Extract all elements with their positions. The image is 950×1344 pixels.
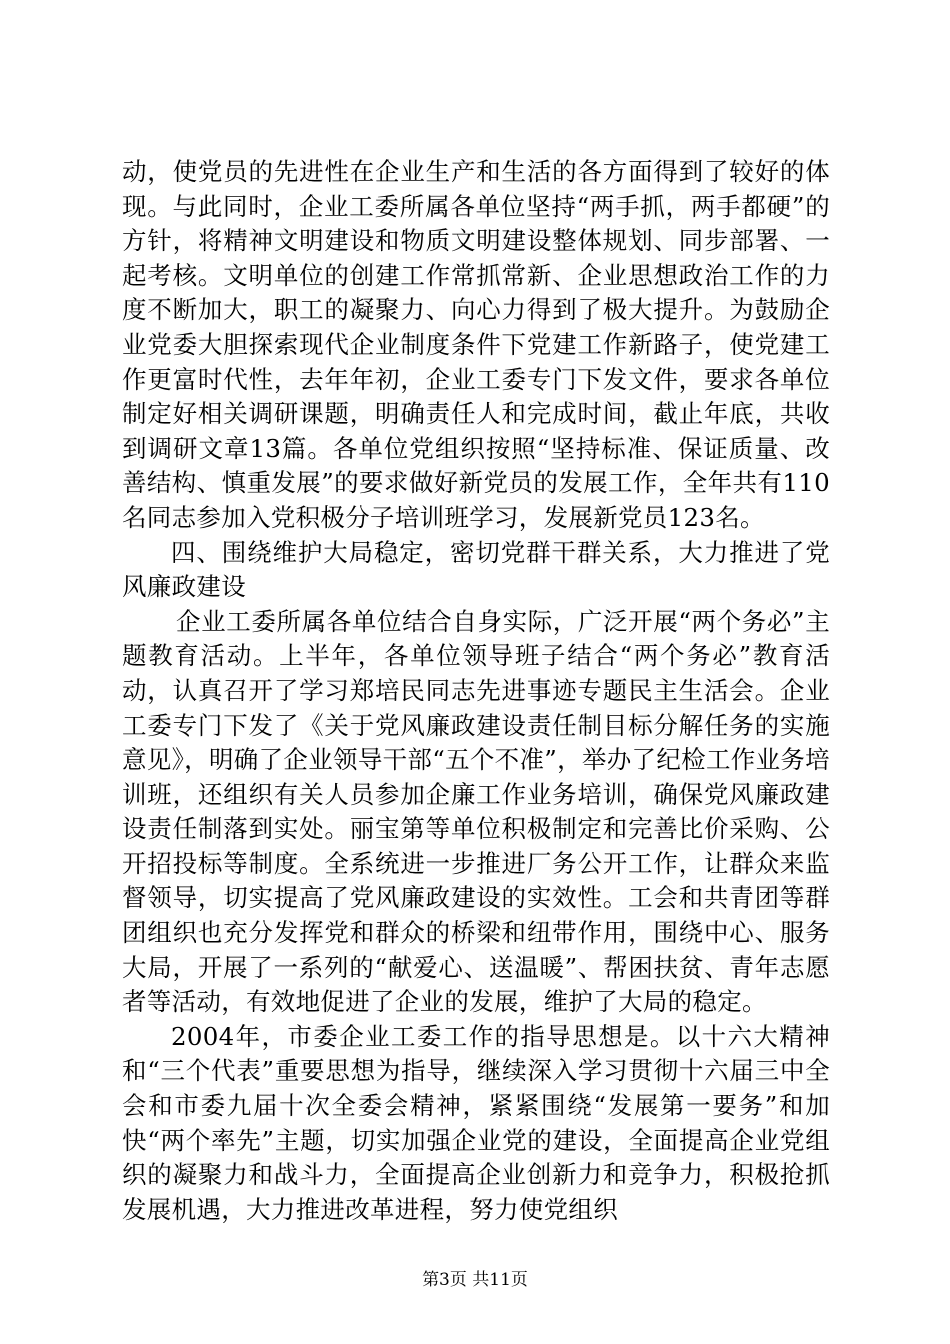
page-footer: 第3页 共11页 (422, 1270, 528, 1290)
paragraph-2004-guidance: 2004年，市委企业工委工作的指导思想是。以十六大精神和“三个代表”重要思想为指导，继续深入学习贯彻十六届三中全会和市委九届十次全委会精神，紧紧围绕“发展第一要务”和加快“两个率先”主题，切实加强企业党的建设，全面提高企业党组织的凝聚力和战斗力，全面提高企业创新力和竞争力，积极抢抓发展机遇，大力推进改革进程，努力使党组织 (122, 1021, 830, 1224)
paragraph-continued: 动，使党员的先进性在企业生产和生活的各方面得到了较好的体现。与此同时，企业工委所属各单位坚持“两手抓，两手都硬”的方针，将精神文明建设和物质文明建设整体规划、同步部署、一起考核。文明单位的创建工作常抓常新、企业思想政治工作的力度不断加大，职工的凝聚力、向心力得到了极大提升。为鼓励企业党委大胆探索现代企业制度条件下党建工作新路子，使党建工作更富时代性，去年年初，企业工委专门下发文件，要求各单位制定好相关调研课题，明确责任人和完成时间，截止年底，共收到调研文章13篇。各单位党组织按照“坚持标准、保证质量、改善结构、慎重发展”的要求做好新党员的发展工作，全年共有110名同志参加入党积极分子培训班学习，发展新党员123名。 (122, 157, 830, 532)
paragraph-party-conduct: 企业工委所属各单位结合自身实际，广泛开展“两个务必”主题教育活动。上半年，各单位领导班子结合“两个务必”教育活动，认真召开了学习郑培民同志先进事迹专题民主生活会。企业工委专门下发了《关于党风廉政建设责任制目标分解任务的实施意见》，明确了企业领导干部“五个不准”，举办了纪检工作业务培训班，还组织有关人员参加企廉工作业务培训，确保党风廉政建设责任制落到实处。丽宝第等单位积极制定和完善比价采购、公开招投标等制度。全系统进一步推进厂务公开工作，让群众来监督领导，切实提高了党风廉政建设的实效性。工会和共青团等群团组织也充分发挥党和群众的桥梁和纽带作用，围绕中心、服务大局，开展了一系列的“献爱心、送温暖”、帮困扶贫、青年志愿者等活动，有效地促进了企业的发展，维护了大局的稳定。 (122, 606, 830, 1017)
section-heading: 四、围绕维护大局稳定，密切党群干群关系，大力推进了党风廉政建设 (122, 537, 830, 602)
document-body (122, 155, 830, 1227)
